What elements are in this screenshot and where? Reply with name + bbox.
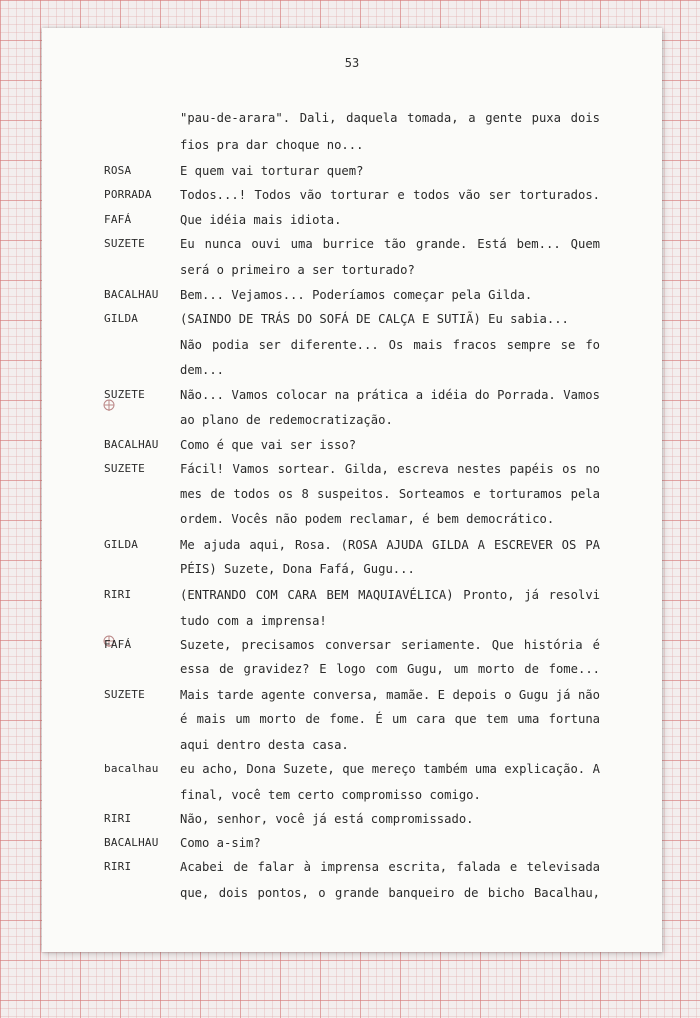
dialogue-text: fios pra dar choque no... bbox=[180, 138, 364, 152]
dialogue-text: é mais um morto de fome. É um cara que tem uma fortuna bbox=[180, 712, 600, 726]
speaker-name: SUZETE bbox=[104, 388, 145, 401]
dialogue-text: ordem. Vocês não podem reclamar, é bem democrático. bbox=[180, 512, 555, 526]
document-page bbox=[42, 28, 662, 952]
speaker-name: BACALHAU bbox=[104, 836, 159, 849]
dialogue-text: Como a-sim? bbox=[180, 836, 261, 850]
dialogue-text: Não... Vamos colocar na prática a idéia do Porrada. Vamos bbox=[180, 388, 600, 402]
speaker-name: RIRI bbox=[104, 860, 132, 873]
dialogue-text: final, você tem certo compromisso comigo. bbox=[180, 788, 481, 802]
speaker-name: bacalhau bbox=[104, 762, 159, 775]
speaker-name: SUZETE bbox=[104, 237, 145, 250]
script-line bbox=[42, 388, 662, 408]
dialogue-text: PÉIS) Suzete, Dona Fafá, Gugu... bbox=[180, 562, 415, 576]
dialogue-text: essa de gravidez? E logo com Gugu, um morto de fome... bbox=[180, 662, 600, 676]
speaker-name: GILDA bbox=[104, 312, 139, 325]
script-line bbox=[42, 688, 662, 708]
script-line bbox=[42, 538, 662, 558]
dialogue-text: mes de todos os 8 suspeitos. Sorteamos e torturamos pela bbox=[180, 487, 600, 501]
dialogue-text: aqui dentro desta casa. bbox=[180, 738, 349, 752]
dialogue-text: Me ajuda aqui, Rosa. (ROSA AJUDA GILDA A ESCREVER OS PA bbox=[180, 538, 600, 552]
script-line bbox=[42, 462, 662, 482]
dialogue-text: dem... bbox=[180, 363, 225, 377]
speaker-name: FAFÁ bbox=[104, 213, 132, 226]
script-line bbox=[42, 562, 662, 582]
speaker-name: PORRADA bbox=[104, 188, 152, 201]
script-line bbox=[42, 886, 662, 906]
script-line bbox=[42, 312, 662, 332]
dialogue-text: Não podia ser diferente... Os mais fracos sempre se fo bbox=[180, 338, 600, 352]
dialogue-text: Mais tarde agente conversa, mamãe. E depois o Gugu já não bbox=[180, 688, 600, 702]
script-line bbox=[42, 860, 662, 880]
dialogue-text: tudo com a imprensa! bbox=[180, 614, 327, 628]
script-line bbox=[42, 263, 662, 283]
script-line bbox=[42, 712, 662, 732]
dialogue-text: Eu nunca ouvi uma burrice tão grande. Está bem... Quem bbox=[180, 237, 600, 251]
speaker-name: SUZETE bbox=[104, 462, 145, 475]
dialogue-text: que, dois pontos, o grande banqueiro de bicho Bacalhau, bbox=[180, 886, 600, 900]
script-line bbox=[42, 188, 662, 208]
dialogue-text: Todos...! Todos vão torturar e todos vão ser torturados. bbox=[180, 188, 600, 202]
speaker-name: RIRI bbox=[104, 812, 132, 825]
script-line bbox=[42, 638, 662, 658]
dialogue-text: Fácil! Vamos sortear. Gilda, escreva nestes papéis os no bbox=[180, 462, 600, 476]
script-line bbox=[42, 662, 662, 682]
script-line bbox=[42, 836, 662, 856]
speaker-name: SUZETE bbox=[104, 688, 145, 701]
script-line bbox=[42, 512, 662, 532]
speaker-name: FAFÁ bbox=[104, 638, 132, 651]
dialogue-text: "pau-de-arara". Dali, daquela tomada, a gente puxa dois bbox=[180, 111, 600, 125]
script-line bbox=[42, 213, 662, 233]
speaker-name: RIRI bbox=[104, 588, 132, 601]
dialogue-text: E quem vai torturar quem? bbox=[180, 164, 364, 178]
dialogue-text: Como é que vai ser isso? bbox=[180, 438, 357, 452]
script-line bbox=[42, 762, 662, 782]
script-line bbox=[42, 338, 662, 358]
dialogue-text: Suzete, precisamos conversar seriamente. Que história é bbox=[180, 638, 600, 652]
dialogue-text: Não, senhor, você já está compromissado. bbox=[180, 812, 474, 826]
page-number: 53 bbox=[344, 56, 360, 70]
dialogue-text: (SAINDO DE TRÁS DO SOFÁ DE CALÇA E SUTIÃ) Eu sabia... bbox=[180, 312, 569, 326]
dialogue-text: eu acho, Dona Suzete, que mereço também uma explicação. A bbox=[180, 762, 600, 776]
script-line bbox=[42, 111, 662, 131]
script-line bbox=[42, 237, 662, 257]
dialogue-text: ao plano de redemocratização. bbox=[180, 413, 393, 427]
dialogue-text: Bem... Vejamos... Poderíamos começar pela Gilda. bbox=[180, 288, 533, 302]
speaker-name: GILDA bbox=[104, 538, 139, 551]
script-line bbox=[42, 788, 662, 808]
script-line bbox=[42, 413, 662, 433]
script-line bbox=[42, 438, 662, 458]
script-line bbox=[42, 588, 662, 608]
script-line bbox=[42, 138, 662, 158]
script-line bbox=[42, 614, 662, 634]
speaker-name: BACALHAU bbox=[104, 438, 159, 451]
dialogue-text: Que idéia mais idiota. bbox=[180, 213, 342, 227]
script-line bbox=[42, 812, 662, 832]
script-line bbox=[42, 164, 662, 184]
script-line bbox=[42, 288, 662, 308]
speaker-name: ROSA bbox=[104, 164, 132, 177]
script-line bbox=[42, 363, 662, 383]
script-line bbox=[42, 738, 662, 758]
script-line bbox=[42, 487, 662, 507]
dialogue-text: Acabei de falar à imprensa escrita, falada e televisada bbox=[180, 860, 600, 874]
dialogue-text: (ENTRANDO COM CARA BEM MAQUIAVÉLICA) Pronto, já resolvi bbox=[180, 588, 600, 602]
dialogue-text: será o primeiro a ser torturado? bbox=[180, 263, 415, 277]
speaker-name: BACALHAU bbox=[104, 288, 159, 301]
